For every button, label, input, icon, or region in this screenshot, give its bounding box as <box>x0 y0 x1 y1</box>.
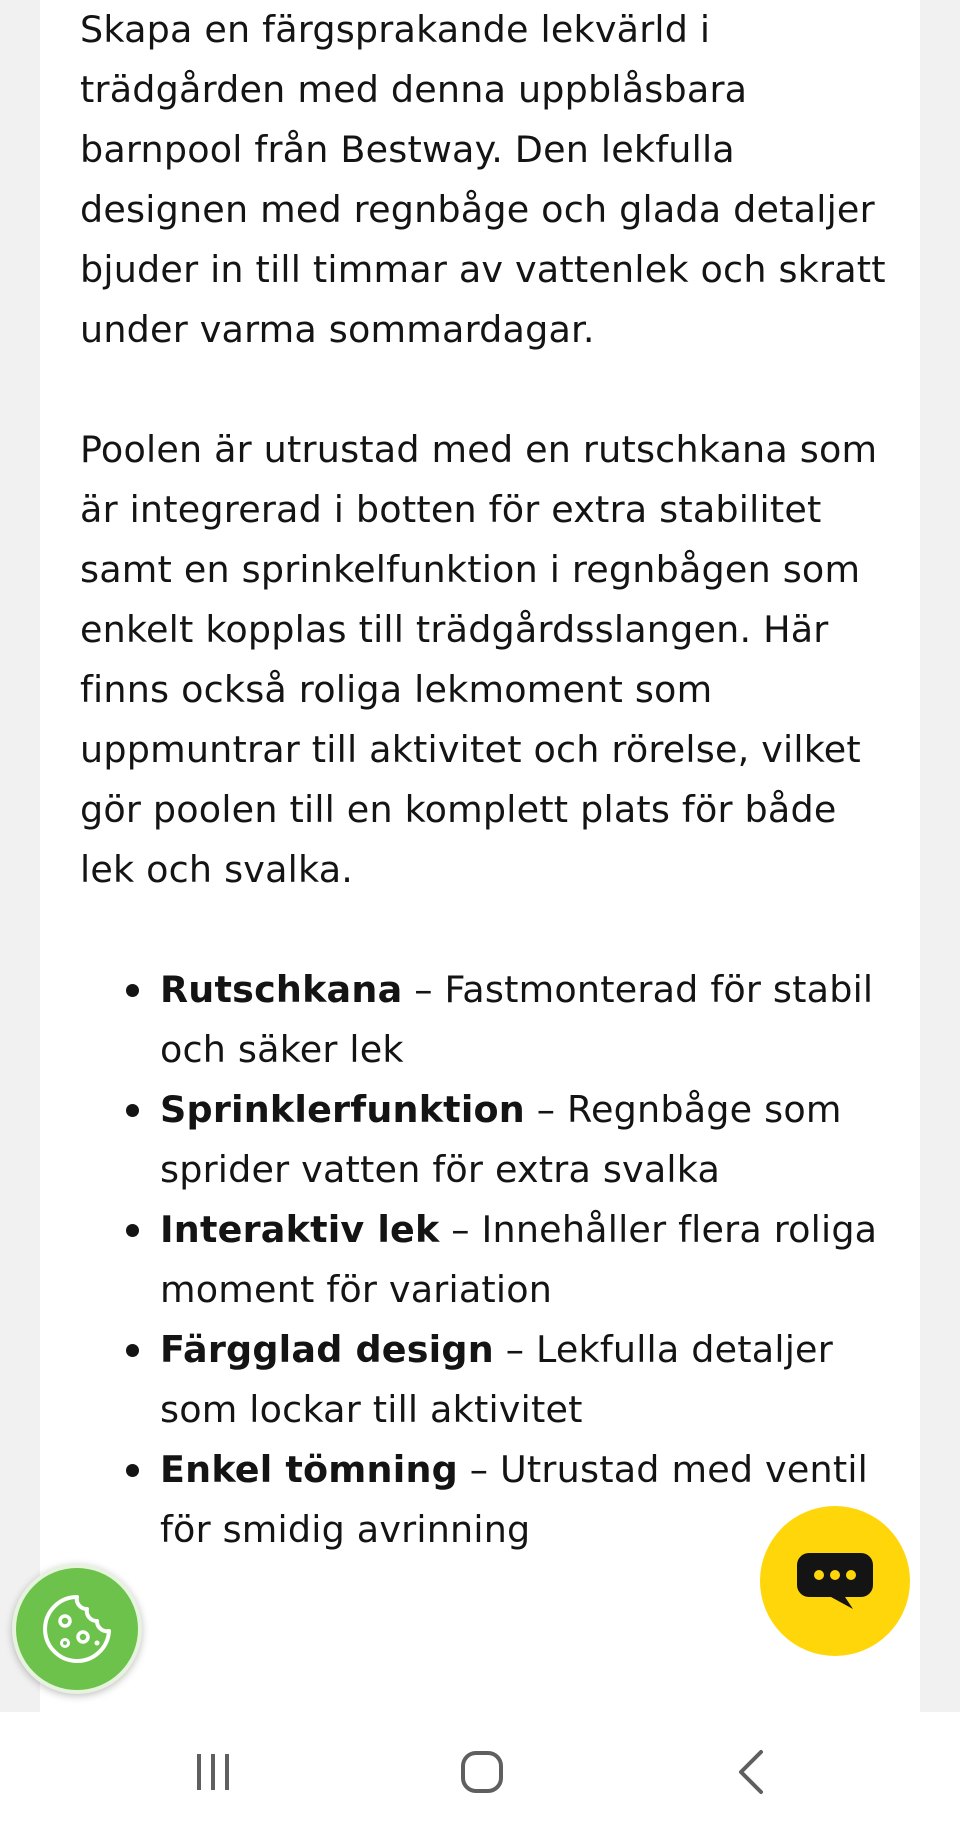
home-icon <box>458 1748 506 1796</box>
chat-bubble-icon <box>795 1549 875 1613</box>
feature-text: – Utrustad med ventil för smidig avrinning <box>160 1448 869 1551</box>
bullet-icon <box>126 1464 139 1477</box>
feature-name: Interaktiv lek <box>160 1208 440 1251</box>
bullet-icon <box>126 1224 139 1237</box>
back-icon <box>729 1748 773 1796</box>
feature-text: – Innehåller flera roliga moment för variation <box>160 1208 878 1311</box>
bullet-icon <box>126 1104 139 1117</box>
bullet-icon <box>126 984 139 997</box>
recents-button[interactable] <box>168 1742 258 1802</box>
bullet-icon <box>126 1344 139 1357</box>
home-button[interactable] <box>437 1742 527 1802</box>
feature-name: Sprinklerfunktion <box>160 1088 525 1131</box>
list-item <box>160 1080 890 1200</box>
description-paragraph: Skapa en färgsprakande lekvärld i trädgården med denna uppblåsbara barnpool från Bestway. Den lekfulla designen med regnbåge och glada detaljer bjuder in till timmar av vattenlek och skratt under varma sommardagar. <box>80 8 886 351</box>
chat-button[interactable] <box>760 1506 910 1656</box>
list-item <box>160 960 890 1080</box>
feature-name: Enkel tömning <box>160 1448 458 1491</box>
system-navigation-bar <box>0 1712 960 1832</box>
list-item <box>160 1320 890 1440</box>
feature-text: – Regnbåge som sprider vatten för extra svalka <box>160 1088 842 1191</box>
cookie-icon <box>39 1591 115 1667</box>
recents-icon <box>191 1750 235 1794</box>
feature-name: Färgglad design <box>160 1328 494 1371</box>
back-button[interactable] <box>706 1742 796 1802</box>
product-description <box>80 0 890 1560</box>
feature-name: Rutschkana <box>160 968 403 1011</box>
list-item <box>160 1200 890 1320</box>
cookie-settings-button[interactable] <box>12 1564 142 1694</box>
description-paragraph: Poolen är utrustad med en rutschkana som är integrerad i botten för extra stabilitet samt en sprinkelfunktion i regnbågen som enkelt kopplas till trädgårdsslangen. Här finns också roliga lekmoment som uppmuntrar till aktivitet och rörelse, vilket gör poolen till en komplett plats för både lek och svalka. <box>80 428 878 891</box>
feature-text: – Fastmonterad för stabil och säker lek <box>160 968 874 1071</box>
feature-text: – Lekfulla detaljer som lockar till aktivitet <box>160 1328 833 1431</box>
feature-list <box>80 960 890 1560</box>
